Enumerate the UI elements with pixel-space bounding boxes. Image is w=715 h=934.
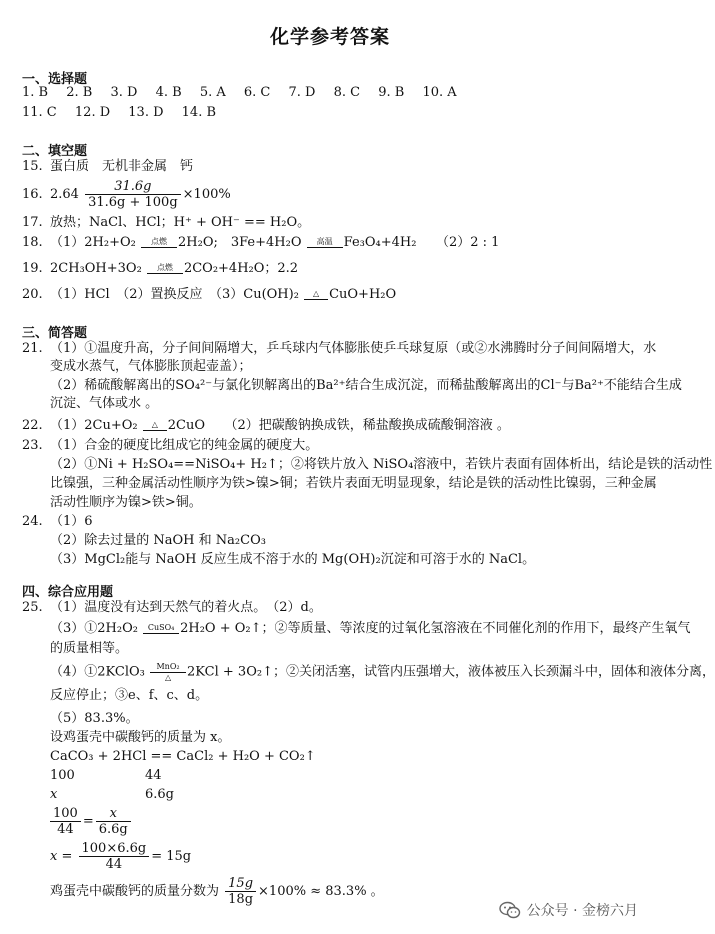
section-heading-choice: 一、选择题 xyxy=(22,72,88,87)
watermark xyxy=(499,900,638,920)
answer-25-line3: 的质量相等。 xyxy=(50,641,129,656)
answer-25-line2: （3）①2H₂O₂ CuSO₄ 2H₂O + O₂↑；②等质量、等浓度的过氧化氢溶液在不同催化剂的作用下，最终产生氧气 xyxy=(50,621,691,636)
fraction: $\frac{31.6g}{31.6g + 100g}$ xyxy=(85,179,181,210)
answer-23-line3: 比镍强，三种金属活动性顺序为铁>镍>铜；若铁片表面无明显现象，结论是铁的活动性比镍弱，三种金属 xyxy=(50,476,657,491)
mc-answers-row1 xyxy=(22,84,640,102)
mc-answer: 9. B xyxy=(378,85,405,100)
mc-answers-row2 xyxy=(22,104,640,122)
section-heading-fill: 二、填空题 xyxy=(22,144,88,159)
watermark-text: 公众号 · 金榜六月 xyxy=(526,903,638,919)
answer-23-line2: （2）①Ni + H₂SO₄==NiSO₄+ H₂↑；②将铁片放入 NiSO₄溶液中，若铁片表面有固体析出，结论是铁的活动性 xyxy=(50,457,713,472)
mc-answer: 10. A xyxy=(422,85,457,100)
mc-answer: 4. B xyxy=(155,85,182,100)
mc-answer: 3. D xyxy=(110,85,138,100)
page-title: 化学参考答案 xyxy=(269,26,390,48)
reaction-condition: CuSO₄ xyxy=(143,623,179,634)
mc-answer: 7. D xyxy=(288,85,316,100)
answer-21-line2: 变成水蒸气，气体膨胀顶起壶盖）； xyxy=(50,359,252,374)
answer-25-line7: 设鸡蛋壳中碳酸钙的质量为 x。 xyxy=(50,730,231,745)
mc-answer: 12. D xyxy=(74,105,111,120)
answer-24-line3: （3）MgCl₂能与 NaOH 反应生成不溶于水的 Mg(OH)₂沉淀和可溶于水的 NaCl。 xyxy=(50,552,536,567)
reaction-condition: MnO₂ △ xyxy=(150,662,186,682)
answer-17: 17. 放热；NaCl、HCl；H⁺ + OH⁻ == H₂O。 xyxy=(22,215,311,230)
answer-22: 22. （1）2Cu+O₂ △ 2CuO （2）把碳酸钠换成铁，稀盐酸换成硫酸铜溶液 。 xyxy=(22,418,510,433)
answer-25-line6: （5）83.3%。 xyxy=(50,711,139,726)
answer-21-line3: （2）稀硫酸解离出的SO₄²⁻与氯化钡解离出的Ba²⁺结合生成沉淀，而稀盐酸解离出的Cl⁻与Ba²⁺不能结合生成 xyxy=(50,378,682,393)
answer-16: 16. 2.64 $\frac{31.6g}{31.6g + 100g}$ ×100% xyxy=(22,179,231,210)
mc-answer: 2. B xyxy=(66,85,93,100)
mc-answer: 14. B xyxy=(181,105,217,120)
mc-answer: 11. C xyxy=(22,105,57,120)
answer-21-line1: 21. （1）①温度升高，分子间间隔增大，乒乓球内气体膨胀使乒乓球复原（或②水沸腾时分子间间隔增大，水 xyxy=(22,341,657,356)
solve-equation: x = $\frac{100\times 6.6g}{44}$ = 15g xyxy=(50,841,192,872)
section-heading-comprehensive: 四、综合应用题 xyxy=(22,585,114,600)
chemical-equation: CaCO₃ + 2HCl == CaCl₂ + H₂O + CO₂↑ xyxy=(50,749,316,764)
answer-20: 20. （1）HCl （2）置换反应 （3）Cu(OH)₂ △ CuO+H₂O xyxy=(22,287,397,302)
mc-answer: 1. B xyxy=(22,85,49,100)
answer-25-line1: 25. （1）温度没有达到天然气的着火点。 （2）d。 xyxy=(22,600,322,615)
proportion-equation: $\frac{100}{44}$ = $\frac{x}{6.6g}$ xyxy=(50,806,640,837)
mc-answer: 5. A xyxy=(199,85,226,100)
answer-18: 18. （1）2H₂+O₂ 点燃 2H₂O; 3Fe+4H₂O 高温 Fe₃O₄+4H₂ （2）2 : 1 xyxy=(22,235,500,250)
answer-24-line1: 24. （1）6 xyxy=(22,514,93,529)
section-heading-short: 三、简答题 xyxy=(22,326,88,341)
reaction-condition: △ xyxy=(143,420,167,431)
reaction-condition: △ xyxy=(304,289,328,300)
wechat-icon xyxy=(499,901,521,919)
reaction-condition: 高温 xyxy=(307,237,343,248)
mc-answer: 8. C xyxy=(333,85,361,100)
final-result: 鸡蛋壳中碳酸钙的质量分数为 $\frac{15g}{18g}$ ×100% ≈ 83.3% 。 xyxy=(50,876,384,907)
ratio-row-2: x 6.6g xyxy=(50,787,174,802)
answer-23-line1: 23. （1）合金的硬度比组成它的纯金属的硬度大。 xyxy=(22,438,319,453)
answer-23-line4: 活动性顺序为镍>铁>铜。 xyxy=(50,495,202,510)
answer-25-line5: 反应停止；③e、f、c、d。 xyxy=(50,688,209,703)
reaction-condition: 点燃 xyxy=(147,263,183,274)
answer-25-line4: （4）①2KClO₃ MnO₂ △ 2KCl + 3O₂↑；②关闭活塞，试管内压强增大，液体被压入长颈漏斗中，固体和液体分离， xyxy=(50,662,715,682)
mc-answer: 6. C xyxy=(243,85,271,100)
ratio-row-1: 100 44 xyxy=(50,768,162,783)
answer-21-line4: 沉淀、气体或水 。 xyxy=(50,396,159,411)
answer-15: 15. 蛋白质 无机非金属 钙 xyxy=(22,159,194,174)
answer-19: 19. 2CH₃OH+3O₂ 点燃 2CO₂+4H₂O；2.2 xyxy=(22,261,299,276)
mc-answer: 13. D xyxy=(128,105,164,120)
reaction-condition: 点燃 xyxy=(141,237,177,248)
answer-24-line2: （2）除去过量的 NaOH 和 Na₂CO₃ xyxy=(50,533,266,548)
